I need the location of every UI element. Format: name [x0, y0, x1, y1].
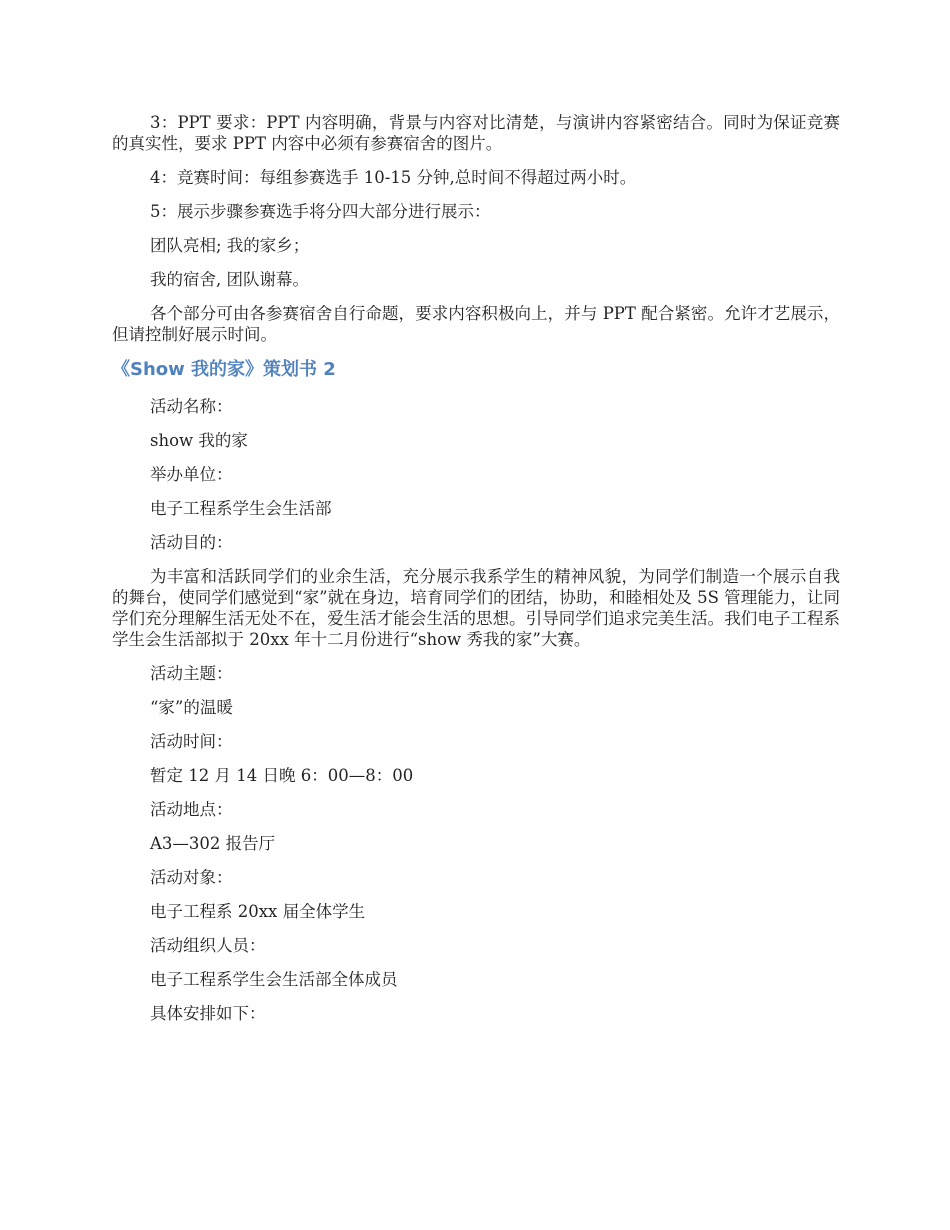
value-location: A3—302 报告厅: [150, 834, 276, 853]
paragraph-display-steps: 5：展示步骤参赛选手将分四大部分进行展示：: [150, 202, 491, 221]
paragraph-steps-part-1: 团队亮相; 我的家乡；: [150, 236, 310, 255]
value-time: 暂定 12 月 14 日晚 6：00—8：00: [150, 766, 414, 785]
label-activity-name: 活动名称：: [150, 397, 233, 416]
value-organizer: 电子工程系学生会生活部: [150, 499, 332, 518]
label-purpose: 活动目的：: [150, 533, 233, 552]
value-activity-name: show 我的家: [150, 431, 248, 450]
label-organizer: 举办单位：: [150, 465, 233, 484]
label-location: 活动地点：: [150, 800, 233, 819]
paragraph-competition-time: 4：竞赛时间：每组参赛选手 10-15 分钟,总时间不得超过两小时。: [150, 168, 637, 187]
label-time: 活动时间：: [150, 732, 233, 751]
label-staff: 活动组织人员：: [150, 936, 266, 955]
value-theme: “家”的温暖: [150, 698, 233, 717]
value-purpose: 为丰富和活跃同学们的业余生活，充分展示我系学生的精神风貌，为同学们制造一个展示自我的舞台，使同学们感觉到“家”就在身边，培育同学们的团结，协助，和睦相处及 5S 管理能力，让同学们充分理解生活无处不在，爱生活才能会生活的思想。引导同学们追求完美生活。我们电子工程系学生会生活部拟于 20xx 年十二月份进行“show 秀我的家”大赛。: [112, 567, 840, 649]
value-staff: 电子工程系学生会生活部全体成员: [150, 970, 398, 989]
label-arrangement: 具体安排如下：: [150, 1004, 266, 1023]
value-audience: 电子工程系 20xx 届全体学生: [150, 902, 366, 921]
section-heading: 《Show 我的家》策划书 2: [112, 359, 336, 380]
label-audience: 活动对象：: [150, 868, 233, 887]
document-body: [112, 112, 840, 1037]
paragraph-steps-part-2: 我的宿舍, 团队谢幕。: [150, 270, 309, 289]
paragraph-ppt-requirements: 3：PPT 要求：PPT 内容明确，背景与内容对比清楚，与演讲内容紧密结合。同时为保证竞赛的真实性，要求 PPT 内容中必须有参赛宿舍的图片。: [112, 113, 840, 153]
paragraph-topic-note: 各个部分可由各参赛宿舍自行命题，要求内容积极向上，并与 PPT 配合紧密。允许才艺展示，但请控制好展示时间。: [112, 304, 840, 344]
label-theme: 活动主题：: [150, 664, 233, 683]
